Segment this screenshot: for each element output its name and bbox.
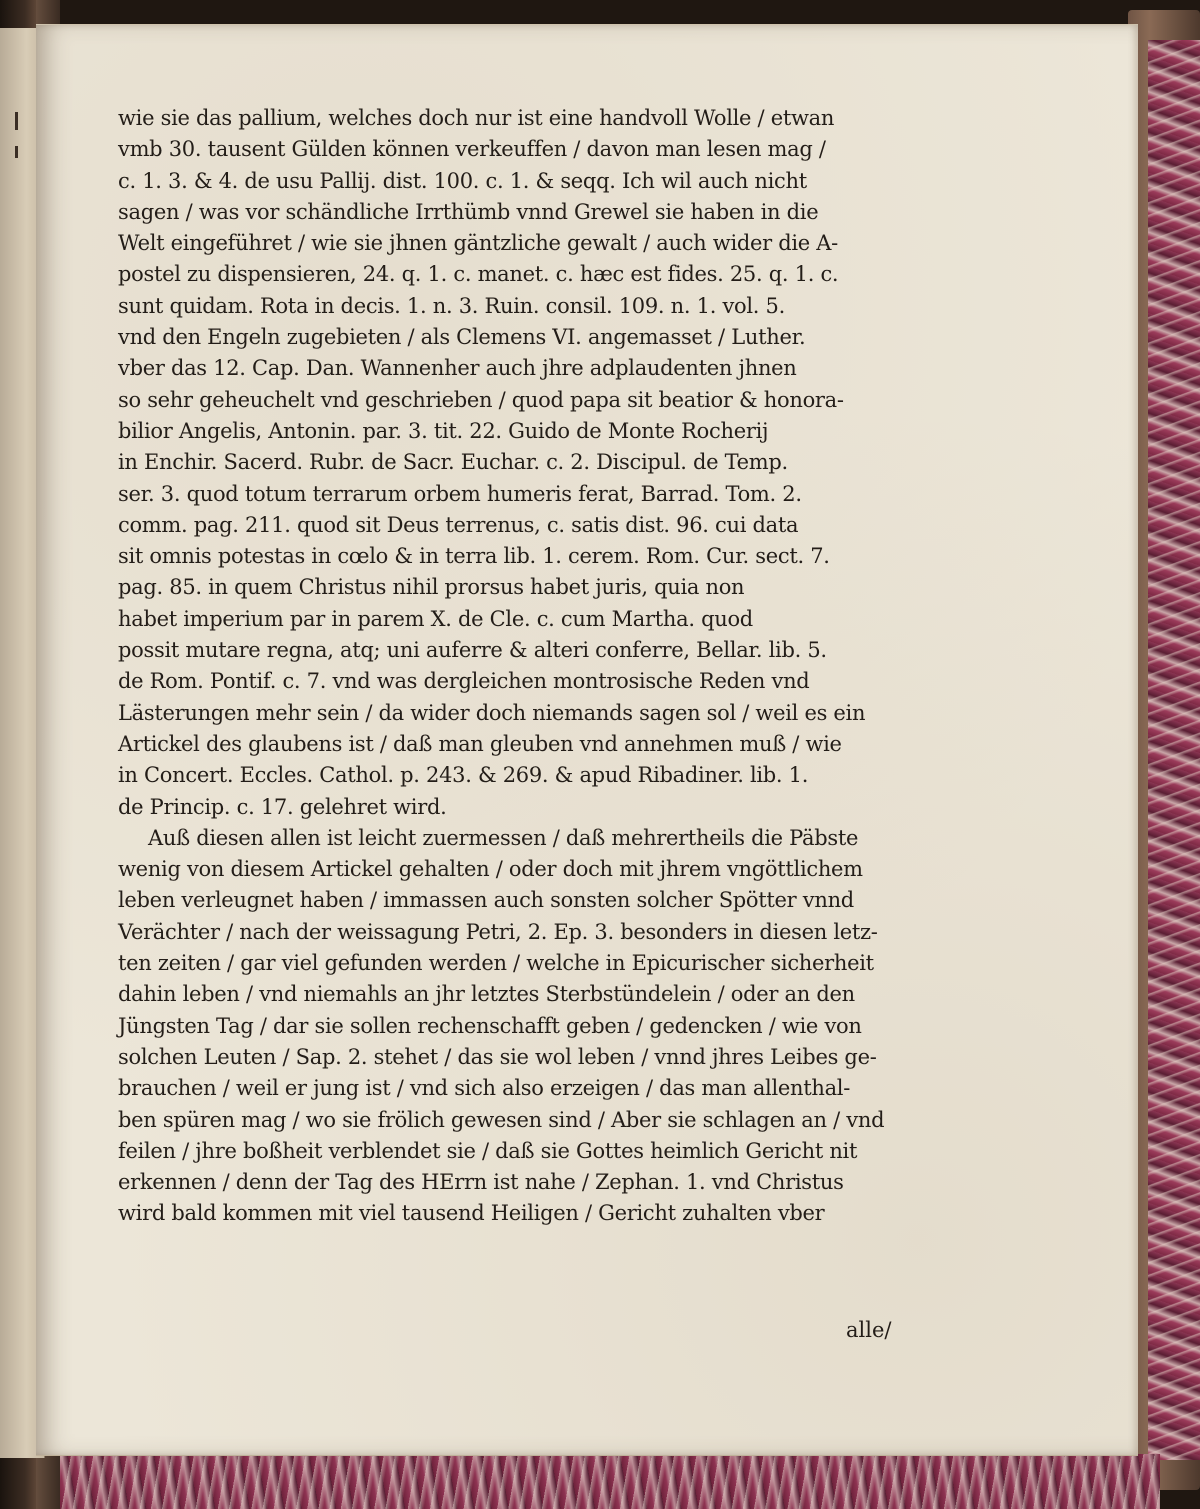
text-line: sagen / was vor schändliche Irrthümb vnnd Grewel sie haben in die <box>118 199 819 224</box>
text-line: sunt quidam. Rota in decis. 1. n. 3. Ruin. consil. 109. n. 1. vol. 5. <box>118 293 785 318</box>
text-line: ten zeiten / gar viel gefunden werden / welche in Epicurischer sicherheit <box>118 951 874 976</box>
text-line: vnd den Engeln zugebieten / als Clemens VI. angemasset / Luther. <box>118 325 806 350</box>
text-line: de Princip. c. 17. gelehret wird. <box>118 794 447 819</box>
text-line: Jüngsten Tag / dar sie sollen rechenschafft geben / gedencken / wie von <box>118 1013 862 1038</box>
text-line: leben verleugnet haben / immassen auch sonsten solcher Spötter vnnd <box>118 888 854 913</box>
text-line: brauchen / weil er jung ist / vnd sich also erzeigen / das man allenthal- <box>118 1076 851 1101</box>
text-line: in Concert. Eccles. Cathol. p. 243. & 269. & apud Ribadiner. lib. 1. <box>118 763 809 788</box>
text-line: wie sie das pallium, welches doch nur ist eine handvoll Wolle / etwan <box>118 106 835 130</box>
page <box>36 24 1138 1456</box>
text-line: dahin leben / vnd niemahls an jhr letztes Sterbstündelein / oder an den <box>118 982 855 1007</box>
text-line: Welt eingeführet / wie sie jhnen gäntzliche gewalt / auch wider die A- <box>118 231 838 256</box>
text-line: bilior Angelis, Antonin. par. 3. tit. 22. Guido de Monte Rocherij <box>118 418 769 443</box>
paragraph-start-line: Auß diesen allen ist leicht zuermessen / daß mehrertheils die Päbste <box>148 825 859 850</box>
text-line: Verächter / nach der weissagung Petri, 2. Ep. 3. besonders in diesen letz- <box>118 919 878 944</box>
text-line: habet imperium par in parem X. de Cle. c. cum Martha. quod <box>118 606 753 631</box>
text-line: possit mutare regna, atq; uni auferre & alteri conferre, Bellar. lib. 5. <box>118 638 827 663</box>
text-line: so sehr geheuchelt vnd geschrieben / quod papa sit beatior & honora- <box>118 387 844 412</box>
text-line: comm. pag. 211. quod sit Deus terrenus, c. satis dist. 96. cui data <box>118 512 799 537</box>
text-line: erkennen / denn der Tag des HErrn ist nahe / Zephan. 1. vnd Christus <box>118 1170 844 1195</box>
facing-page-mark <box>15 146 18 158</box>
text-line: solchen Leuten / Sap. 2. stehet / das sie wol leben / vnnd jhres Leibes ge- <box>118 1044 877 1069</box>
text-line: Artickel des glaubens ist / daß man gleuben vnd annehmen muß / wie <box>118 731 842 756</box>
facing-page-mark <box>15 112 18 130</box>
marbled-endpaper-edge <box>1148 40 1200 1460</box>
text-line: Lästerungen mehr sein / da wider doch niemands sagen sol / weil es ein <box>118 700 866 725</box>
text-line: pag. 85. in quem Christus nihil prorsus habet juris, quia non <box>118 575 745 600</box>
text-line: vmb 30. tausent Gülden können verkeuffen / davon man lesen mag / <box>118 137 826 162</box>
text-line: postel zu dispensieren, 24. q. 1. c. manet. c. hæc est fides. 25. q. 1. c. <box>118 262 839 287</box>
text-line: in Enchir. Sacerd. Rubr. de Sacr. Euchar. c. 2. Discipul. de Temp. <box>118 450 788 475</box>
text-line: c. 1. 3. & 4. de usu Pallij. dist. 100. c. 1. & seqq. Ich wil auch nicht <box>118 168 807 193</box>
text-line: wenig von diesem Artickel gehalten / oder doch mit jhrem vngöttlichem <box>118 857 863 882</box>
text-line: vber das 12. Cap. Dan. Wannenher auch jhre adplaudenten jhnen <box>118 356 797 381</box>
text-line: ben spüren mag / wo sie frölich gewesen sind / Aber sie schlagen an / vnd <box>118 1107 885 1132</box>
text-block <box>118 103 948 1230</box>
text-line: feilen / jhre boßheit verblendet sie / daß sie Gottes heimlich Gericht nit <box>118 1138 858 1163</box>
marbled-bottom-edge <box>60 1454 1160 1509</box>
text-line: sit omnis potestas in cœlo & in terra lib. 1. cerem. Rom. Cur. sect. 7. <box>118 544 830 569</box>
catchword: alle/ <box>846 1318 892 1342</box>
text-line: de Rom. Pontif. c. 7. vnd was dergleichen montrosische Reden vnd <box>118 669 810 694</box>
text-line: wird bald kommen mit viel tausend Heiligen / Gericht zuhalten vber <box>118 1201 825 1226</box>
text-line: ser. 3. quod totum terrarum orbem humeris ferat, Barrad. Tom. 2. <box>118 481 802 506</box>
